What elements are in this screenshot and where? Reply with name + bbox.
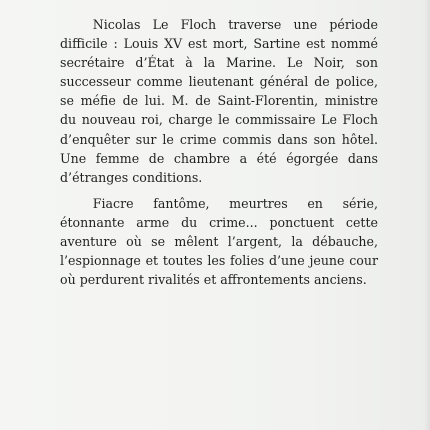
blurb-text	[60, 15, 378, 289]
blurb-paragraph-1: Nicolas Le Floch traverse une période difficile : Louis XV est mort, Sartine est nommé secrétaire d’État à la Marine. Le Noir, son successeur comme lieutenant général de police, se méfie de lui. M. de Saint-Florentin, ministre du nouveau roi, charge le commissaire Le Floch d’enquêter sur le crime commis dans son hôtel. Une femme de chambre a été égorgée dans d’étranges conditions.	[60, 17, 378, 185]
blurb-paragraph-2: Fiacre fantôme, meurtres en série, étonnante arme du crime... ponctuent cette aventure où se mêlent l’argent, la débauche, l’espionnage et toutes les folies d’une jeune cour où perdurent rivalités et affrontements anciens.	[60, 195, 378, 288]
page-edge-shadow	[424, 0, 430, 430]
